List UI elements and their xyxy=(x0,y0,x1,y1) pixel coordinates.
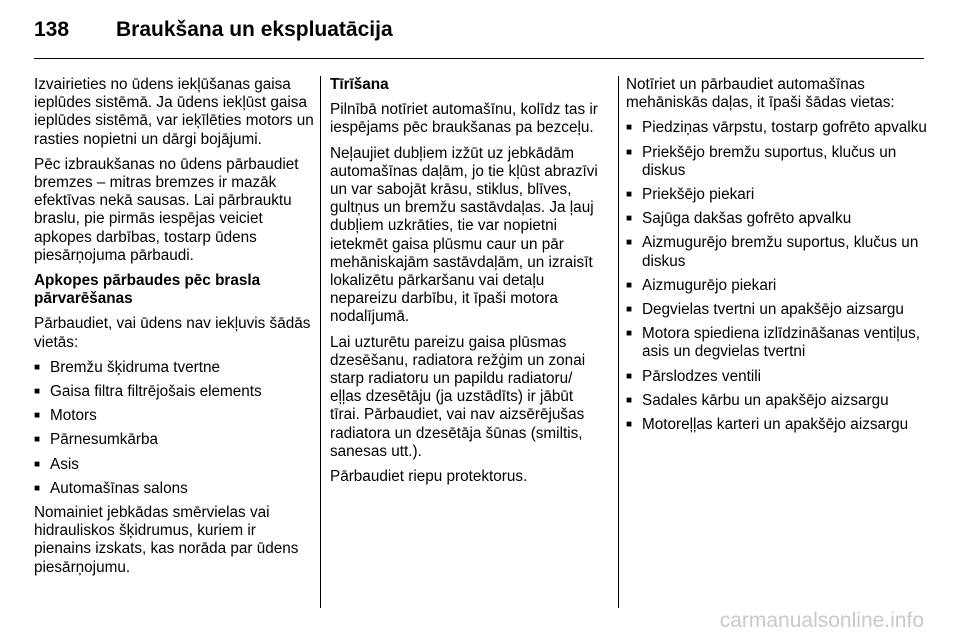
list-item: ■ Priekšējo bremžu suportus, klučus un diskus xyxy=(626,144,928,180)
list-item: ■ Pārslodzes ventili xyxy=(626,368,928,386)
column-divider xyxy=(618,76,619,608)
page-number: 138 xyxy=(34,18,70,41)
list-item: ■ Motora spiediena izlīdzināšanas ventiļus, asis un degvielas tvertni xyxy=(626,325,928,361)
list-item: ■ Bremžu šķidruma tvertne xyxy=(34,359,316,377)
list-item: ■ Aizmugurējo bremžu suportus, klučus un diskus xyxy=(626,234,928,270)
header-rule xyxy=(34,58,924,59)
section-heading: Apkopes pārbaudes pēc brasla pārvarēšanas xyxy=(34,272,261,308)
paragraph: Izvairieties no ūdens iekļūšanas gaisa ieplūdes sistēmā. Ja ūdens iekļūst gaisa ieplūdes sistēmā, var ieķīlēties motors un rasties nopietni un dārgi bojājumi. xyxy=(34,76,314,148)
list-item: ■ Automašīnas salons xyxy=(34,480,316,498)
section-heading: Tīrīšana xyxy=(330,76,389,93)
paragraph: Nomainiet jebkādas smērvielas vai hidrauliskos šķidrumus, kuriem ir pienains izskats, kas norāda par ūdens piesārņojumu. xyxy=(34,504,299,576)
list-item: ■ Motoreļļas karteri un apakšējo aizsargu xyxy=(626,416,928,434)
list-item: ■ Degvielas tvertni un apakšējo aizsargu xyxy=(626,301,928,319)
list-item: ■ Pārnesumkārba xyxy=(34,431,316,449)
column-2 xyxy=(330,76,606,493)
list-item: ■ Sajūga dakšas gofrēto apvalku xyxy=(626,210,928,228)
paragraph: Neļaujiet dubļiem izžūt uz jebkādām automašīnas daļām, jo tie kļūst abrazīvi un var sabojāt krāsu, stiklus, blīves, gultņus un bremžu sastāvdaļas. Ja ļauj dubļiem uzkrāties, tie var nopietni ietekmēt gaisa plūsmu caur un pār mehāniskajām sastāvdaļām, un izraisīt lokalizētu pārkaršanu vai detaļu nepareizu darbību, it īpaši motora nodalījumā. xyxy=(330,144,598,326)
paragraph: Notīriet un pārbaudiet automašīnas mehāniskās daļas, it īpaši šādas vietas: xyxy=(626,76,895,112)
paragraph: Lai uzturētu pareizu gaisa plūsmas dzesēšanu, radiatora režģim un zonai starp radiatoru un papildu radiatoru/ eļļas dzesētāju (ja uzstādīts) ir jābūt tīrai. Pārbaudiet, vai nav aizsērējušas radiatora un dzesētāja šūnas (smiltis, sanesas utt.). xyxy=(330,333,586,460)
page-header xyxy=(34,14,393,46)
column-1 xyxy=(34,76,316,584)
list-item: ■ Priekšējo piekari xyxy=(626,186,928,204)
paragraph: Pārbaudiet, vai ūdens nav iekļuvis šādās vietās: xyxy=(34,315,311,351)
watermark: carmanualsonline.info xyxy=(719,609,924,632)
column-divider xyxy=(320,76,321,608)
column-3 xyxy=(626,76,928,440)
list-item: ■ Piedziņas vārpstu, tostarp gofrēto apvalku xyxy=(626,119,928,137)
list-item: ■ Asis xyxy=(34,456,316,474)
paragraph: Pārbaudiet riepu protektorus. xyxy=(330,468,528,486)
list-item: ■ Sadales kārbu un apakšējo aizsargu xyxy=(626,392,928,410)
page-title: Braukšana un ekspluatācija xyxy=(116,18,393,41)
bullet-list xyxy=(626,119,928,434)
list-item: ■ Motors xyxy=(34,407,316,425)
bullet-list xyxy=(34,359,316,498)
list-item: ■ Aizmugurējo piekari xyxy=(626,277,928,295)
paragraph: Pilnībā notīriet automašīnu, kolīdz tas ir iespējams pēc braukšanas pa bezceļu. xyxy=(330,101,598,137)
paragraph: Pēc izbraukšanas no ūdens pārbaudiet bremzes – mitras bremzes ir mazāk efektīvas nekā sausas. Lai pārbrauktu braslu, pie pirmās iespējas veiciet apkopes darbības, tostarp ūdens piesārņojuma pārbaudi. xyxy=(34,155,299,264)
list-item: ■ Gaisa filtra filtrējošais elements xyxy=(34,383,316,401)
